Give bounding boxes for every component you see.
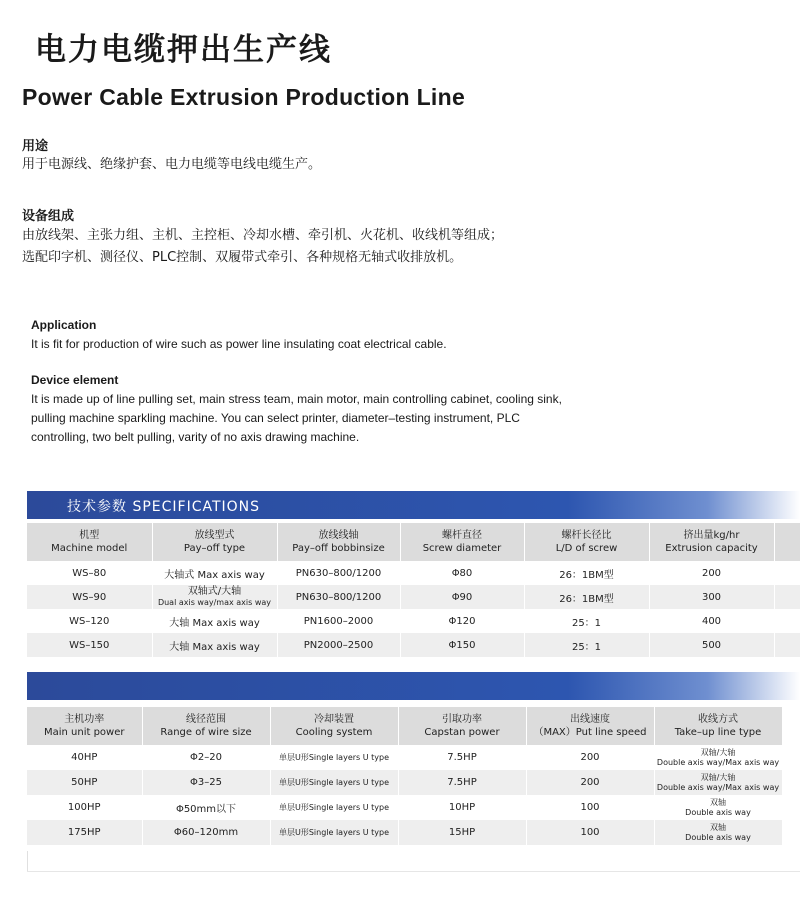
cell-payoff: 大轴 Max axis way	[152, 633, 277, 657]
cell-screw: Φ80	[400, 561, 524, 585]
device-en-line3: controlling, two belt pulling, varity of no axis drawing machine.	[31, 430, 360, 444]
cell-power: 100HP	[27, 795, 142, 820]
cell-cooling: 单层U形Single layers U type	[270, 745, 398, 770]
cell-cooling: 单层U形Single layers U type	[270, 820, 398, 845]
header-extra	[774, 523, 800, 561]
cell-bobbin: PN630–800/1200	[277, 561, 400, 585]
page-title-cn: 电力电缆押出生产线	[35, 32, 332, 68]
device-en-line1: It is made up of line pulling set, main stress team, main motor, main controlling cabinet, cooling sink,	[31, 392, 562, 406]
application-text: It is fit for production of wire such as power line insulating coat electrical cable.	[31, 337, 447, 351]
cell-extra	[782, 745, 800, 770]
cell-extra	[774, 561, 800, 585]
cell-power: 175HP	[27, 820, 142, 845]
cell-extra	[782, 795, 800, 820]
table-row	[27, 561, 800, 585]
cell-speed: 200	[526, 770, 654, 795]
cell-range: Φ3–25	[142, 770, 270, 795]
page-title-en: Power Cable Extrusion Production Line	[22, 84, 466, 110]
cell-ld: 25：1	[524, 609, 649, 633]
application-heading: Application	[31, 318, 97, 332]
cell-model: WS–150	[27, 633, 152, 657]
specs-banner	[27, 491, 800, 519]
cell-ld: 25：1	[524, 633, 649, 657]
device-heading: 设备组成	[22, 209, 75, 224]
cell-ld: 26：1BM型	[524, 561, 649, 585]
cell-takeup: 双轴/大轴 Double axis way/Max axis way	[654, 770, 782, 795]
cell-capacity: 300	[649, 585, 774, 609]
specs-banner-2	[27, 672, 800, 700]
header-takeup-type: 收线方式 Take–up line type	[654, 707, 782, 745]
cell-range: Φ2–20	[142, 745, 270, 770]
table-row	[27, 820, 800, 845]
table-row	[27, 585, 800, 609]
spec-table-1-viewport	[27, 523, 800, 653]
cell-model: WS–90	[27, 585, 152, 609]
cell-capstan: 10HP	[398, 795, 526, 820]
device-en-line2: pulling machine sparkling machine. You can select printer, diameter–testing instrument, PLC	[31, 411, 520, 425]
specs-banner-title: 技术参数 SPECIFICATIONS	[67, 499, 261, 515]
usage-text: 用于电源线、绝缘护套、电力电缆等电线电缆生产。	[22, 157, 322, 172]
cell-payoff: 大轴式 Max axis way	[152, 561, 277, 585]
header-extrusion-capacity: 挤出量kg/hr Extrusion capacity	[649, 523, 774, 561]
cell-speed: 100	[526, 820, 654, 845]
device-text-line2: 选配印字机、测径仪、PLC控制、双履带式牵引、各种规格无轴式收排放机。	[22, 250, 463, 265]
device-en-heading: Device element	[31, 373, 119, 387]
cell-range: Φ50mm以下	[142, 795, 270, 820]
header-capstan-power: 引取功率 Capstan power	[398, 707, 526, 745]
cell-screw: Φ120	[400, 609, 524, 633]
cell-bobbin: PN2000–2500	[277, 633, 400, 657]
cell-capstan: 15HP	[398, 820, 526, 845]
spec-table-1	[27, 523, 801, 657]
cell-speed: 100	[526, 795, 654, 820]
cell-model: WS–120	[27, 609, 152, 633]
table-row	[27, 633, 800, 657]
cell-capstan: 7.5HP	[398, 770, 526, 795]
cell-capacity: 200	[649, 561, 774, 585]
cell-screw: Φ150	[400, 633, 524, 657]
cell-capacity: 500	[649, 633, 774, 657]
cell-takeup: 双轴 Double axis way	[654, 820, 782, 845]
cell-takeup: 双轴 Double axis way	[654, 795, 782, 820]
cell-capacity: 400	[649, 609, 774, 633]
header-wire-size-range: 线径范围 Range of wire size	[142, 707, 270, 745]
header-extra	[782, 707, 800, 745]
device-text-line1: 由放线架、主张力组、主机、主控柜、冷却水槽、牵引机、火花机、收线机等组成；	[22, 228, 504, 243]
table-header-row	[27, 523, 800, 561]
table-row	[27, 795, 800, 820]
cell-model: WS–80	[27, 561, 152, 585]
cell-bobbin: PN1600–2000	[277, 609, 400, 633]
header-payoff-type: 放线型式 Pay–off type	[152, 523, 277, 561]
cell-bobbin: PN630–800/1200	[277, 585, 400, 609]
cell-range: Φ60–120mm	[142, 820, 270, 845]
table-header-row	[27, 707, 800, 745]
table-row	[27, 745, 800, 770]
spec-table-2	[27, 707, 801, 845]
usage-heading: 用途	[22, 139, 49, 154]
cell-cooling: 单层U形Single layers U type	[270, 770, 398, 795]
table-frame-left	[27, 851, 28, 871]
cell-extra	[774, 585, 800, 609]
cell-speed: 200	[526, 745, 654, 770]
table-frame-bottom	[27, 871, 800, 872]
cell-ld: 26：1BM型	[524, 585, 649, 609]
header-machine-model: 机型 Machine model	[27, 523, 152, 561]
cell-extra	[782, 820, 800, 845]
table-row	[27, 609, 800, 633]
header-ld-screw: 螺杆长径比 L/D of screw	[524, 523, 649, 561]
header-cooling-system: 冷却装置 Cooling system	[270, 707, 398, 745]
cell-capstan: 7.5HP	[398, 745, 526, 770]
cell-cooling: 单层U形Single layers U type	[270, 795, 398, 820]
cell-power: 40HP	[27, 745, 142, 770]
cell-takeup: 双轴/大轴 Double axis way/Max axis way	[654, 745, 782, 770]
cell-extra	[782, 770, 800, 795]
header-bobbin-size: 放线线轴 Pay–off bobbinsize	[277, 523, 400, 561]
table-row	[27, 770, 800, 795]
cell-payoff: 双轴式/大轴 Dual axis way/max axis way	[152, 585, 277, 609]
cell-extra	[774, 633, 800, 657]
cell-screw: Φ90	[400, 585, 524, 609]
cell-extra	[774, 609, 800, 633]
cell-payoff: 大轴 Max axis way	[152, 609, 277, 633]
header-screw-diameter: 螺杆直径 Screw diameter	[400, 523, 524, 561]
header-main-unit-power: 主机功率 Main unit power	[27, 707, 142, 745]
header-line-speed: 出线速度 （MAX）Put line speed	[526, 707, 654, 745]
cell-power: 50HP	[27, 770, 142, 795]
